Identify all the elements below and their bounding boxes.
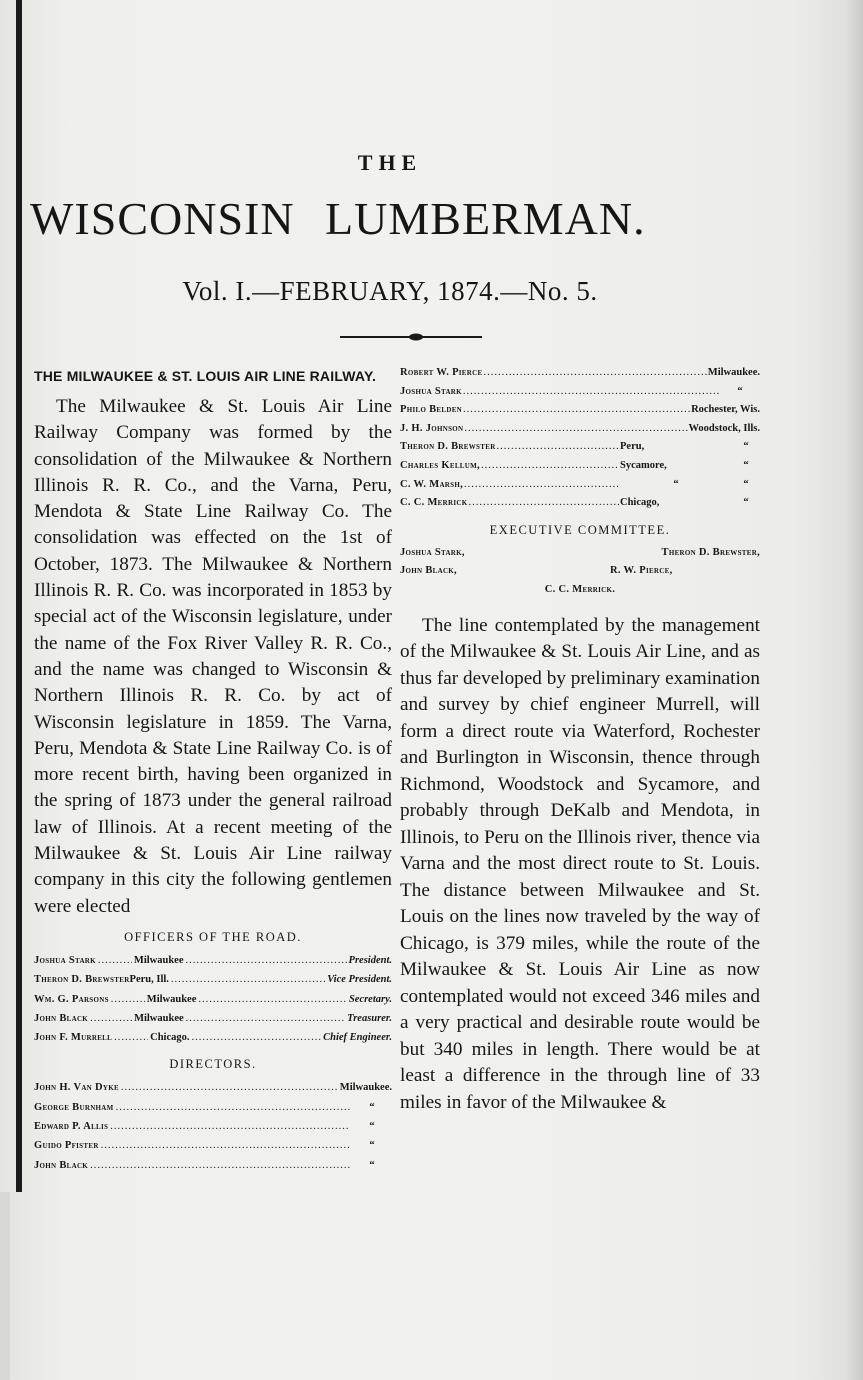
officer-name: Theron D. Brewster	[34, 974, 130, 986]
director-place: “	[369, 1140, 375, 1152]
article-body: The line contemplated by the management of the Milwaukee & St. Louis Air Line, and as thus far developed by preliminary examination and survey by chief engineer Murrell, will form a direct route via Waterford, Rochester and Burlington in Wisconsin, thence through Richmond, Woodstock and Sycamore, and probably through DeKalb and Mendota, in Illinois, to Peru on the Illinois river, thence via Varna and the most direct route to St. Louis. The distance between Milwaukee and St. Louis on the lines now traveled by the way of Chicago, is 379 miles, while the route of the Milwaukee & St. Louis Air Line as now contemplated would not exceed 346 miles and a very practical and desirable route would be but 340 miles in length. There would be at least a difference in the through line of 33 miles in favor of the Milwaukee &	[400, 614, 760, 1113]
officer-row	[34, 990, 392, 1009]
director-row	[34, 1117, 392, 1136]
director-place: Chicago,	[620, 497, 660, 509]
director-place: Milwaukee.	[707, 367, 760, 378]
director-name: John H. Van Dyke	[34, 1082, 119, 1094]
officers-heading: OFFICERS OF THE ROAD.	[124, 929, 302, 944]
director-row	[34, 1078, 392, 1097]
ditto-mark: “	[743, 497, 749, 509]
director-name: Guido Pfister	[34, 1140, 99, 1152]
director-row	[400, 476, 760, 495]
page-shadow	[845, 0, 863, 1380]
officers-list	[34, 951, 392, 1047]
director-name: Theron D. Brewster	[400, 441, 496, 453]
director-name: C. C. Merrick	[400, 497, 468, 509]
officer-row	[34, 1028, 392, 1047]
officer-name: John F. Murrell	[34, 1032, 113, 1044]
officer-title: Treasurer.	[347, 1012, 392, 1024]
director-name: Edward P. Allis	[34, 1121, 109, 1133]
director-name: J. H. Johnson	[400, 422, 464, 434]
page-edge	[0, 1192, 10, 1380]
officer-title: President.	[348, 954, 392, 966]
director-row	[400, 420, 760, 439]
executive-heading: EXECUTIVE COMMITTEE.	[489, 522, 671, 537]
director-row	[400, 401, 760, 420]
director-place: “	[369, 1159, 375, 1171]
director-place: Milwaukee.	[339, 1082, 392, 1094]
director-place: “	[673, 478, 679, 490]
director-row	[34, 1156, 392, 1175]
officer-place: Peru, Ill.	[129, 974, 169, 986]
officer-row	[34, 951, 392, 970]
article-title: THE MILWAUKEE & ST. LOUIS AIR LINE RAILWAY.	[34, 368, 377, 384]
director-row	[400, 457, 760, 476]
officer-name: Joshua Stark	[34, 954, 96, 966]
director-place: Sycamore,	[620, 459, 667, 471]
ditto-mark: “	[743, 441, 749, 453]
volume-line: Vol. I.—FEBRUARY, 1874.—No. 5.	[182, 276, 598, 306]
director-place: Woodstock, Ills.	[688, 422, 760, 434]
exec-member: John Black,	[400, 565, 457, 577]
director-name: George Burnham	[34, 1101, 114, 1113]
officer-title: Secretary.	[348, 993, 392, 1005]
exec-member: Theron D. Brewster,	[661, 546, 760, 558]
officer-row	[34, 970, 392, 989]
article-intro: The Milwaukee & St. Louis Air Line Railway Company was formed by the consolidation of the Milwaukee & Northern Illinois R. R. Co., and the Varna, Peru, Mendota & State Line Railway Co. The consolidation was effected on the 1st of October, 1873. The Milwaukee & Northern Illinois R. R. Co. was incorporated in 1853 by special act of the Wisconsin legislature, under the name of the Fox River Valley R. R. Co., and the name was changed to Wisconsin & Northern Illinois R. R. Co. by act of Wisconsin legislature in 1859. The Varna, Peru, Mendota & State Line Railway Co. is of more recent birth, having been organized in the spring of 1873 under the general railroad law of Illinois. At a recent meeting of the Milwaukee & St. Louis Air Line railway company in this city the following gentlemen were elected	[34, 396, 392, 917]
ditto-mark: “	[743, 478, 749, 490]
exec-member: C. C. Merrick.	[544, 583, 616, 595]
director-name: Philo Belden	[400, 404, 463, 416]
director-name: Joshua Stark	[400, 385, 462, 397]
exec-member: R. W. Pierce,	[610, 565, 673, 577]
officer-place: Milwaukee	[134, 1012, 184, 1024]
officer-place: Milwaukee	[146, 993, 197, 1005]
exec-member: Joshua Stark,	[400, 546, 465, 558]
director-row	[34, 1136, 392, 1155]
right-column	[400, 364, 760, 1116]
director-row	[400, 364, 760, 383]
director-name: Robert W. Pierce	[400, 367, 483, 378]
director-place: “	[737, 385, 743, 397]
directors-heading: DIRECTORS.	[169, 1057, 257, 1072]
officer-place: Milwaukee	[133, 954, 184, 966]
ornament-rule	[340, 333, 482, 341]
masthead-title: WISCONSIN LUMBERMAN.	[30, 193, 646, 244]
officer-row	[34, 1009, 392, 1028]
ditto-mark: “	[743, 459, 749, 471]
director-name: John Black	[34, 1159, 89, 1171]
officer-title: Chief Engineer.	[323, 1032, 392, 1044]
director-row	[400, 438, 760, 457]
officer-name: Wm. G. Parsons	[34, 993, 109, 1005]
director-place: “	[369, 1121, 375, 1133]
officer-name: John Black	[34, 1012, 89, 1024]
masthead-the: THE	[357, 150, 423, 175]
director-place: Peru,	[620, 441, 645, 453]
directors-list-right	[400, 364, 760, 513]
officer-place: Chicago.	[150, 1032, 190, 1044]
director-row	[34, 1098, 392, 1117]
director-name: Charles Kellum,	[400, 459, 480, 471]
director-place: “	[369, 1101, 375, 1113]
director-name: C. W. Marsh,	[400, 478, 464, 490]
directors-list-left	[34, 1078, 392, 1174]
left-column	[34, 368, 392, 1175]
director-place: Rochester, Wis.	[691, 404, 760, 416]
director-row	[400, 383, 760, 402]
binding-rule	[16, 0, 22, 1192]
officer-title: Vice President.	[327, 974, 392, 986]
director-row	[400, 494, 760, 513]
executive-committee	[400, 544, 760, 599]
